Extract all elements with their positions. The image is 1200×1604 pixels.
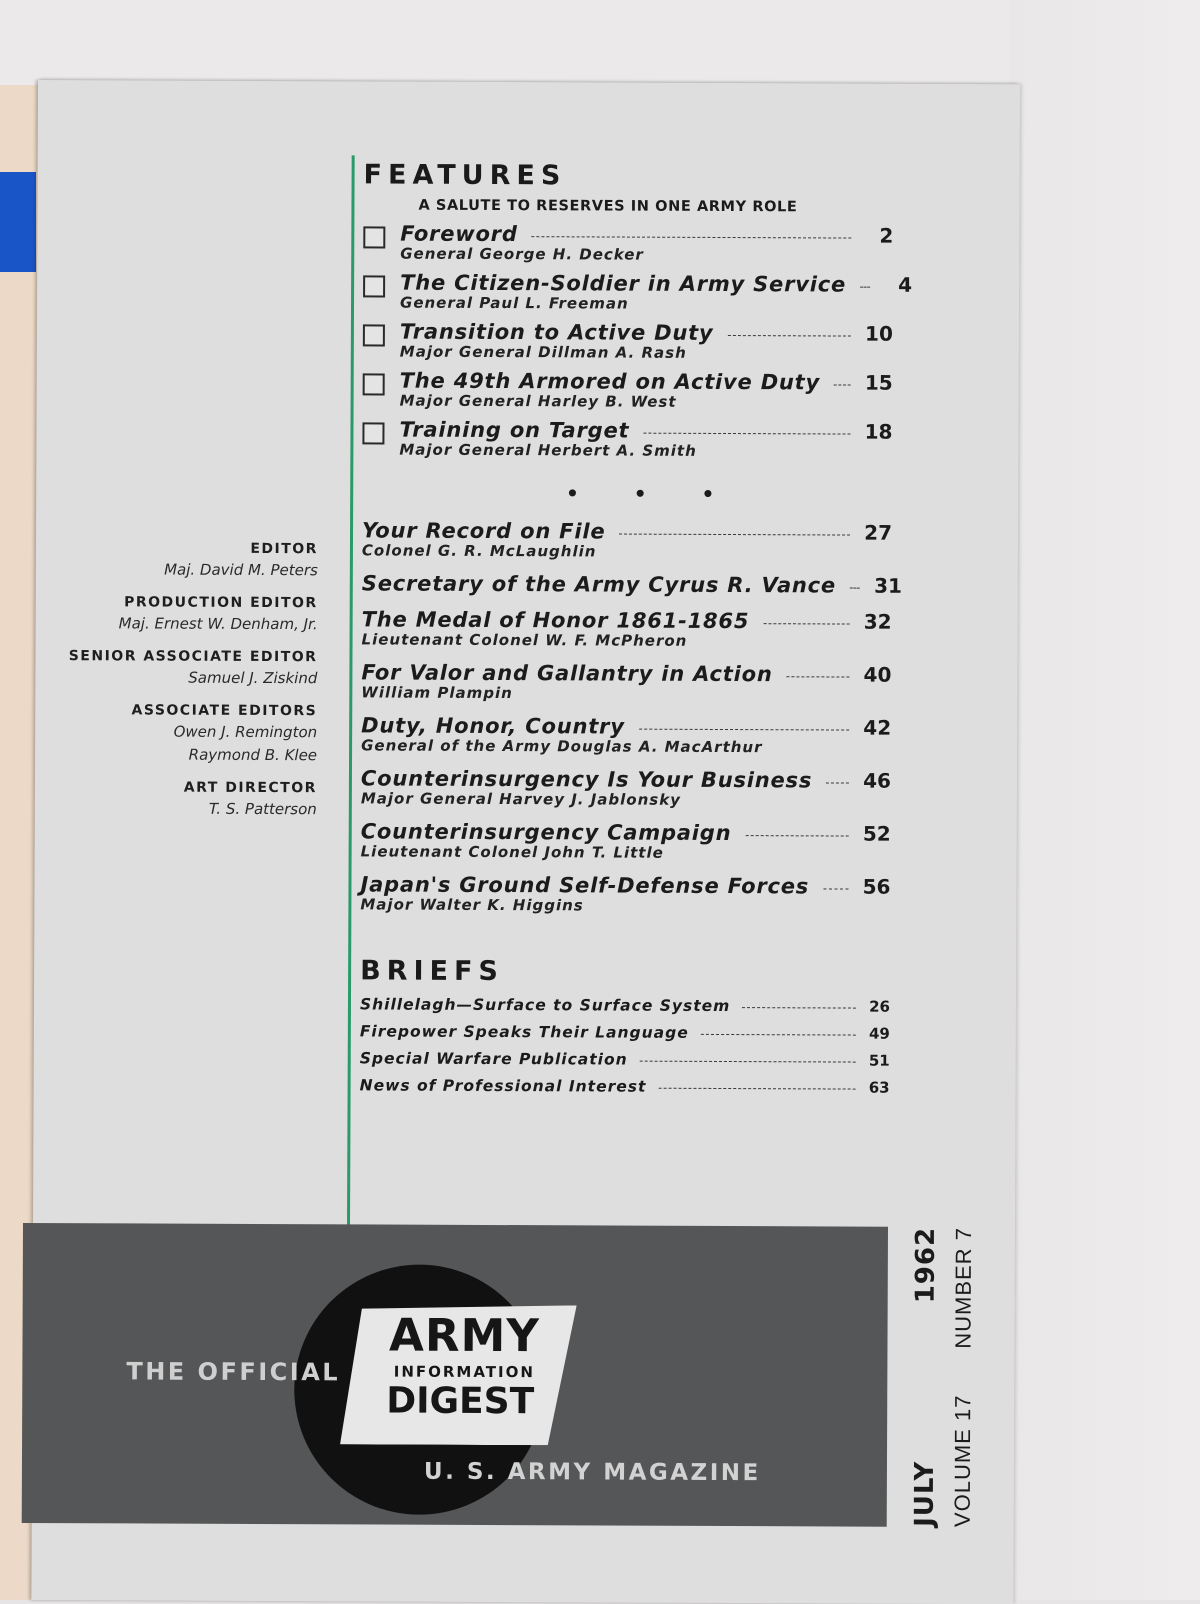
article-author: General Paul L. Freeman bbox=[399, 293, 629, 313]
article-title: Counterinsurgency Is Your Business bbox=[360, 766, 813, 793]
toc-entry bbox=[360, 872, 890, 915]
logo-digest-text: DIGEST bbox=[386, 1380, 535, 1423]
logo-army-text: ARMY bbox=[388, 1308, 541, 1363]
article-title: Training on Target bbox=[399, 417, 630, 443]
page-number: 56 bbox=[862, 874, 891, 899]
toc-entry-row bbox=[361, 571, 903, 598]
toc-entry bbox=[363, 368, 893, 411]
page-number: 51 bbox=[868, 1051, 890, 1070]
checkbox-icon bbox=[363, 373, 385, 395]
page-number: 26 bbox=[869, 997, 891, 1016]
blue-cover-edge bbox=[0, 172, 36, 272]
green-divider-rule bbox=[347, 155, 355, 1253]
issue-number: NUMBER 7 bbox=[950, 1226, 977, 1349]
article-title: For Valor and Gallantry in Action bbox=[361, 660, 773, 687]
masthead bbox=[35, 540, 318, 819]
page-number: 4 bbox=[898, 272, 913, 297]
logo-information-text: INFORMATION bbox=[393, 1362, 535, 1382]
dot-leader bbox=[745, 835, 848, 836]
masthead-role: PRODUCTION EDITOR bbox=[124, 594, 318, 612]
article-author: Major General Harley B. West bbox=[399, 391, 677, 411]
dot-leader bbox=[701, 1034, 856, 1036]
article-author: Major General Herbert A. Smith bbox=[399, 440, 697, 460]
dot-leader bbox=[742, 1007, 856, 1008]
page-number: 42 bbox=[863, 715, 892, 740]
page-number: 27 bbox=[864, 520, 893, 545]
section-separator: • • • bbox=[566, 481, 739, 507]
issue-volume-line bbox=[950, 1227, 977, 1527]
toc-entry bbox=[361, 819, 891, 862]
article-title: Secretary of the Army Cyrus R. Vance bbox=[361, 571, 837, 598]
article-author: Major Walter K. Higgins bbox=[360, 895, 584, 915]
page-number: 2 bbox=[879, 223, 894, 248]
masthead-name: Maj. Ernest W. Denham, Jr. bbox=[118, 614, 318, 634]
article-title: The Medal of Honor 1861-1865 bbox=[361, 607, 750, 634]
article-title: Counterinsurgency Campaign bbox=[360, 819, 732, 846]
toc-entry bbox=[363, 270, 913, 313]
article-author: Colonel G. R. McLaughlin bbox=[361, 541, 597, 561]
checkbox-icon bbox=[363, 324, 385, 346]
article-title: The Citizen-Soldier in Army Service bbox=[400, 270, 847, 297]
article-title: The 49th Armored on Active Duty bbox=[399, 368, 821, 395]
brief-entry bbox=[360, 1049, 890, 1069]
article-author: Lieutenant Colonel W. F. McPheron bbox=[361, 630, 688, 650]
brief-title: Shillelagh—Surface to Surface System bbox=[359, 995, 731, 1016]
page-number: 63 bbox=[868, 1078, 890, 1097]
masthead-role: ART DIRECTOR bbox=[183, 779, 317, 797]
dot-leader bbox=[727, 335, 850, 337]
toc-entry-row bbox=[400, 222, 893, 248]
article-title: Japan's Ground Self-Defense Forces bbox=[360, 872, 810, 899]
toc-entry bbox=[363, 319, 893, 362]
toc-entry bbox=[361, 660, 891, 703]
masthead-name: Maj. David M. Peters bbox=[164, 560, 318, 580]
checkbox-icon bbox=[363, 226, 385, 248]
article-author: Lieutenant Colonel John T. Little bbox=[360, 842, 664, 862]
article-title: Your Record on File bbox=[361, 518, 606, 544]
briefs-list bbox=[360, 995, 890, 1096]
dot-leader bbox=[619, 534, 850, 536]
articles-list bbox=[360, 518, 903, 915]
page-number: 46 bbox=[863, 768, 892, 793]
checkbox-icon bbox=[363, 275, 385, 297]
dot-leader bbox=[640, 1061, 856, 1063]
article-author: General of the Army Douglas A. MacArthur bbox=[361, 736, 763, 757]
dot-leader bbox=[850, 588, 860, 589]
article-title: Duty, Honor, Country bbox=[361, 713, 625, 739]
masthead-role: SENIOR ASSOCIATE EDITOR bbox=[68, 648, 318, 666]
article-title: Transition to Active Duty bbox=[399, 319, 714, 345]
toc-entry bbox=[361, 766, 891, 809]
checkbox-icon bbox=[362, 422, 384, 444]
article-author: William Plampin bbox=[361, 683, 513, 703]
features-list bbox=[362, 221, 913, 460]
dot-leader bbox=[763, 623, 849, 624]
page-number: 40 bbox=[863, 662, 892, 687]
masthead-name: Owen J. Remington bbox=[173, 722, 318, 742]
issue-year: 1962 bbox=[910, 1226, 942, 1304]
brief-entry bbox=[360, 1022, 890, 1042]
article-author: General George H. Decker bbox=[400, 244, 644, 264]
issue-month: JULY bbox=[909, 1460, 940, 1527]
masthead-role: EDITOR bbox=[250, 540, 318, 558]
page-number: 52 bbox=[862, 821, 891, 846]
toc-entry-row bbox=[400, 369, 893, 395]
table-of-contents bbox=[359, 159, 913, 1097]
toc-entry-row bbox=[400, 320, 893, 346]
features-heading: FEATURES bbox=[363, 159, 567, 192]
article-title: Foreword bbox=[400, 221, 518, 247]
dot-leader bbox=[658, 1088, 855, 1090]
page-number: 31 bbox=[874, 573, 903, 598]
toc-entry bbox=[363, 221, 893, 264]
dot-leader bbox=[834, 384, 851, 385]
issue-date-line bbox=[910, 1227, 941, 1527]
brief-entry bbox=[360, 995, 890, 1015]
background-right bbox=[1010, 0, 1200, 1600]
magazine-page bbox=[31, 80, 1020, 1604]
page-number: 49 bbox=[868, 1024, 890, 1043]
article-author: Major General Dillman A. Rash bbox=[399, 342, 687, 362]
dot-leader bbox=[643, 433, 850, 435]
toc-entry bbox=[362, 607, 892, 650]
issue-volume: VOLUME 17 bbox=[949, 1394, 976, 1528]
masthead-name: Raymond B. Klee bbox=[188, 745, 318, 765]
toc-entry bbox=[362, 417, 892, 460]
page-number: 18 bbox=[864, 419, 893, 444]
dot-leader bbox=[823, 888, 848, 889]
issue-info bbox=[904, 1227, 995, 1527]
dot-leader bbox=[860, 287, 870, 288]
brief-title: Special Warfare Publication bbox=[359, 1049, 628, 1069]
toc-entry-row bbox=[399, 418, 892, 444]
masthead-role: ASSOCIATE EDITORS bbox=[131, 702, 318, 720]
toc-entry bbox=[362, 518, 892, 561]
toc-entry-row bbox=[400, 270, 913, 297]
masthead-name: T. S. Patterson bbox=[208, 799, 317, 819]
page-number: 15 bbox=[864, 370, 893, 395]
toc-entry bbox=[361, 713, 891, 756]
the-official-text: THE OFFICIAL bbox=[126, 1357, 341, 1387]
toc-entry bbox=[361, 571, 903, 598]
dot-leader bbox=[787, 676, 850, 677]
dot-leader bbox=[532, 236, 852, 238]
dot-leader bbox=[826, 782, 849, 783]
masthead-name: Samuel J. Ziskind bbox=[188, 668, 318, 688]
page-number: 10 bbox=[865, 321, 893, 346]
magazine-banner bbox=[22, 1223, 888, 1527]
article-author: Major General Harvey J. Jablonsky bbox=[360, 789, 682, 809]
brief-entry bbox=[360, 1076, 890, 1096]
features-subheading: A SALUTE TO RESERVES IN ONE ARMY ROLE bbox=[418, 197, 798, 216]
brief-title: Firepower Speaks Their Language bbox=[359, 1022, 689, 1042]
dot-leader bbox=[639, 729, 849, 731]
brief-title: News of Professional Interest bbox=[359, 1076, 647, 1096]
briefs-heading: BRIEFS bbox=[360, 955, 504, 988]
tagline-text: U. S. ARMY MAGAZINE bbox=[423, 1458, 761, 1487]
page-number: 32 bbox=[863, 609, 892, 634]
